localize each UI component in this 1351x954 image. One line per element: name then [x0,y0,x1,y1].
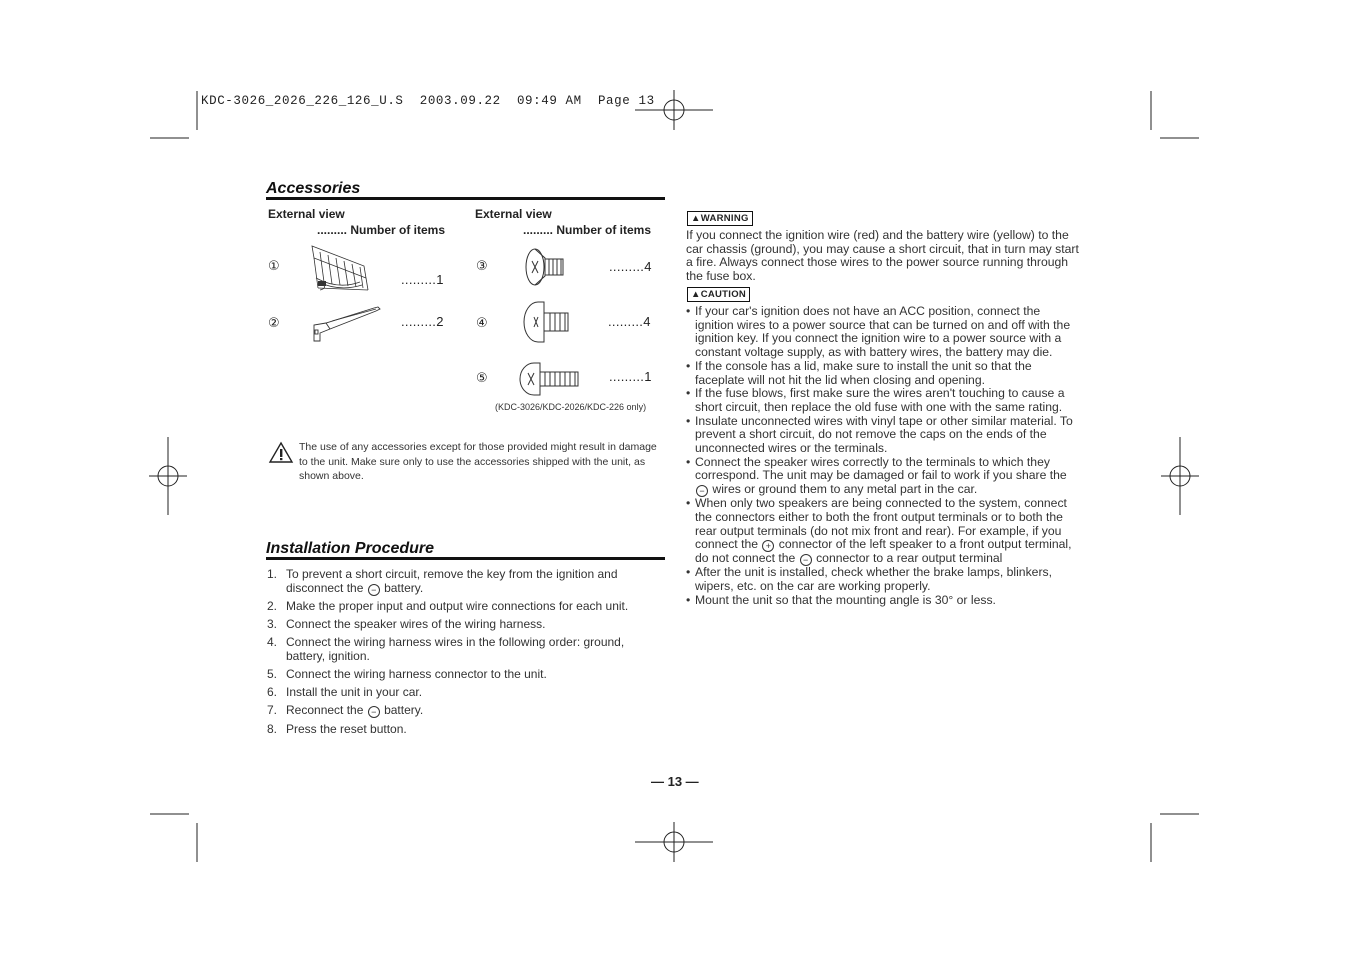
model-note: (KDC-3026/KDC-2026/KDC-226 only) [495,402,647,412]
installation-title: Installation Procedure [266,540,435,557]
minus-icon: − [368,706,380,718]
item-count-3: .........4 [609,259,652,274]
caution-list [686,305,1082,607]
print-header: KDC-3026_2026_226_126_U.S 2003.09.22 09:49 AM Page 13 [201,94,655,108]
caution-item-8: • Mount the unit so that the mounting angle is 30° or less. [686,592,996,607]
caution-item-6: • When only two speakers are being connected to the system, connect the connectors either to both the front output terminals or to both the rear output terminals (do not mix front and rear). For example, if you connect the + connector of the left speaker to a front output terminal, do not connect the − connector to a rear output terminal [686,496,1072,566]
minus-icon: − [368,584,380,596]
item-marker-1: ① [268,258,280,273]
page-number: — 13 — [651,774,699,789]
caution-item-1: • If your car's ignition does not have an ACC position, connect the ignition wires to a power source that can be turned on and off with the ignition key. If you connect the ignition wire to a power source with a constant voltage supply, as with battery wires, the battery may die. [686,304,1071,360]
item-count-4: .........4 [608,314,651,329]
plus-icon: + [762,540,774,552]
warning-triangle-icon: ▲ [691,213,701,224]
number-of-items-label-right: ......... Number of items [523,223,652,237]
accessories-warning-note: The use of any accessories except for those provided might result in damage to the unit. Make sure only to use the accessories shipped with the unit, as shown above. [299,441,657,482]
item-marker-5: ⑤ [476,370,488,385]
installation-rule [266,557,665,560]
item-marker-4: ④ [476,315,488,330]
minus-icon: − [696,485,708,497]
item-count-5: .........1 [609,369,652,384]
external-view-label-right: External view [475,207,552,221]
number-of-items-label-left: ......... Number of items [317,223,446,237]
wiring-harness-icon [308,238,388,298]
item-marker-2: ② [268,315,280,330]
warning-triangle-icon [269,442,295,464]
round-head-screw-icon [524,300,574,344]
caution-item-2: • If the console has a lid, make sure to install the unit so that the faceplate will not hit the lid when closing and opening. [686,358,1032,387]
item-count-1: .........1 [401,272,444,287]
flat-head-screw-icon [523,246,573,290]
caution-item-7: • After the unit is installed, check whether the brake lamps, blinkers, wipers, etc. on the car are working properly. [686,565,1052,593]
long-screw-icon [518,361,582,397]
item-count-2: .........2 [401,314,444,329]
caution-item-3: • If the fuse blows, first make sure the wires aren't touching to cause a short circuit, then replace the old fuse with one with the same rating. [686,386,1065,414]
installation-steps: 1. To prevent a short circuit, remove the key from the ignition and disconnect the − battery. 2. Make the proper input and output wire connections for each unit. 3. Connect the speaker wires of the wiring harness. 4. Connect the wiring harness wires in the following order: ground, battery, ignition. 5. Connect the wiring harness connector to the unit. 6. Install the unit in your car. 7. Reconnect the − battery. 8. Press the reset button. [267,567,629,736]
warning-triangle-icon: ▲ [691,289,701,300]
warning-text: If you connect the ignition wire (red) and the battery wire (yellow) to the car chassis (ground), you may cause a short circuit, that in turn may start a fire. Always connect those wires to the power source running through the fuse box. [686,228,1079,284]
external-view-label-left: External view [268,207,345,221]
minus-icon: − [800,554,812,566]
accessories-title: Accessories [266,180,361,197]
removal-tool-icon [310,305,385,345]
item-marker-3: ③ [476,258,488,273]
accessories-rule [266,197,665,200]
caution-item-4: • Insulate unconnected wires with vinyl tape or other similar material. To prevent a short circuit, do not remove the caps on the ends of the unconnected wires or the terminals. [686,413,1073,456]
warning-badge: ▲WARNING [687,211,753,226]
caution-item-5: • Connect the speaker wires correctly to the terminals to which they correspond. The unit may be damaged or fail to work if you share the − wires or ground them to any metal part in the car. [686,454,1067,497]
caution-badge: ▲CAUTION [687,287,750,302]
